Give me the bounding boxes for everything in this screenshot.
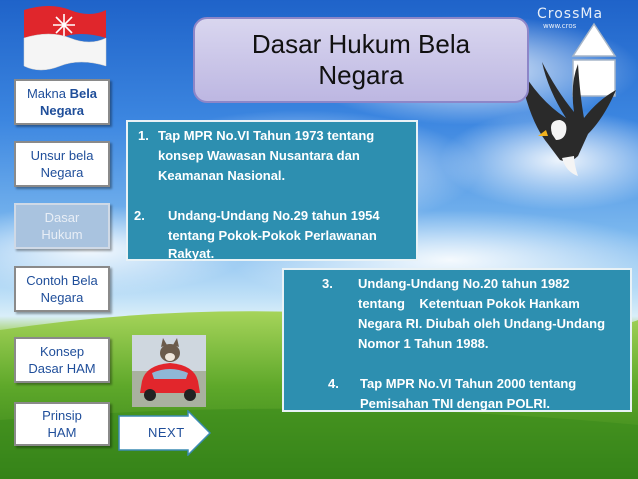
item-text-line: Undang-Undang No.29 tahun 1954 [168, 208, 380, 223]
item-number: 3. [322, 276, 333, 291]
item-text-line: Rakyat. [168, 246, 215, 261]
item-text-line: Keamanan Nasional. [158, 168, 286, 183]
sidebar-item-label: Konsep Dasar HAM [28, 344, 96, 376]
sidebar-item-label: Contoh Bela Negara [26, 273, 98, 305]
item-text-line: Tap MPR No.VI Tahun 1973 tentang [158, 128, 375, 143]
sidebar-item-konsep-dasar-ham[interactable] [14, 337, 110, 383]
item-number: 2. [134, 208, 145, 223]
sidebar-item-label: Dasar Hukum [41, 210, 83, 242]
legal-basis-panel-2 [282, 268, 632, 412]
sidebar-item-label: Prinsip HAM [42, 408, 82, 440]
item-text-line: Negara RI. Diubah oleh Undang-Undang [358, 316, 606, 331]
item-number: 4. [328, 376, 339, 391]
page-title: Dasar Hukum Bela Negara [193, 17, 529, 103]
sidebar-item-prinsip-ham[interactable] [14, 402, 110, 446]
item-text-line: Tap MPR No.VI Tahun 2000 tentang [360, 376, 577, 391]
sidebar-item-dasar-hukum[interactable] [14, 203, 110, 249]
item-text-line: Nomor 1 Tahun 1988. [358, 336, 489, 351]
item-text-line: konsep Wawasan Nusantara dan [158, 148, 360, 163]
legal-basis-panel-1 [126, 120, 418, 261]
item-text-line: tentang Ketentuan Pokok Hankam [358, 296, 580, 311]
item-text-line: tentang Pokok-Pokok Perlawanan [168, 228, 377, 243]
item-text-line: Pemisahan TNI dengan POLRI. [360, 396, 550, 411]
crossmap-logo: CrossMa www.cros [537, 6, 604, 30]
up-arrow-icon[interactable] [571, 22, 617, 58]
cat-car-image [132, 335, 206, 407]
sidebar-item-label: Unsur bela Negara [30, 148, 94, 180]
sidebar-item-label: Makna Bela Negara [26, 86, 98, 118]
sidebar-item-makna-bela-negara[interactable] [14, 79, 110, 125]
sidebar-item-contoh-bela-negara[interactable] [14, 266, 110, 312]
indonesia-flag-icon [20, 2, 108, 74]
sidebar-item-unsur-bela-negara[interactable] [14, 141, 110, 187]
item-text-line: Undang-Undang No.20 tahun 1982 [358, 276, 570, 291]
next-label: NEXT [148, 425, 185, 440]
item-number: 1. [138, 128, 149, 143]
